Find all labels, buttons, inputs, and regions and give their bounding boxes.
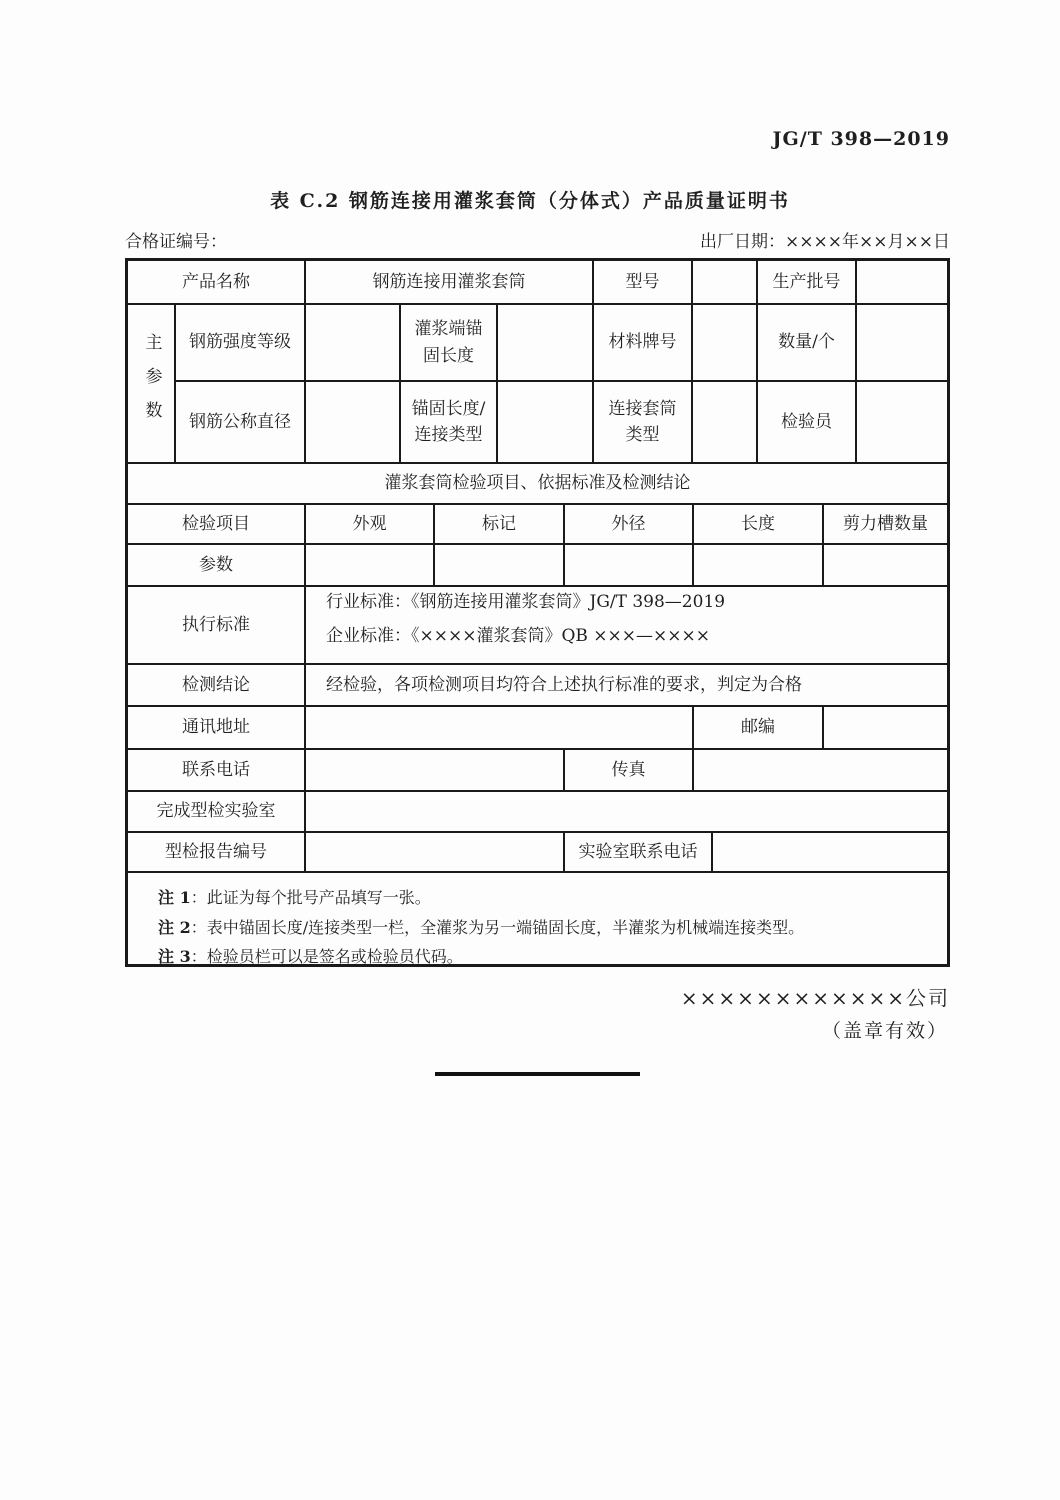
inspection-item-length: 长度: [694, 505, 824, 543]
note-3: 注 3：检验员栏可以是签名或检验员代码。: [158, 947, 463, 967]
row-address: [128, 707, 947, 750]
main-param-group-label: 主参数: [128, 305, 176, 462]
rebar-diameter-label: 钢筋公称直径: [176, 382, 306, 462]
row-rebar-strength: [176, 305, 947, 382]
row-inspection-params: [128, 545, 947, 587]
conclusion-label: 检测结论: [128, 665, 306, 705]
phone-label: 联系电话: [128, 750, 306, 790]
param-value-outer-diameter: [565, 545, 694, 585]
industry-standard-line: 行业标准：《钢筋连接用灌浆套筒》JG/T 398—2019: [326, 592, 726, 612]
lab-label: 完成型检实验室: [128, 792, 306, 831]
inspector-value: [857, 382, 947, 462]
main-param-rows: [176, 305, 947, 462]
conclusion-value: 经检验，各项检测项目均符合上述执行标准的要求，判定为合格: [326, 674, 802, 695]
rebar-strength-value: [306, 305, 401, 380]
note-2: 注 2：表中锚固长度/连接类型一栏，全灌浆为另一端锚固长度，半灌浆为机械端连接类型。: [158, 917, 805, 937]
quantity-label: 数量/个: [758, 305, 857, 380]
phone-value: [306, 750, 565, 790]
row-lab: [128, 792, 947, 833]
quantity-value: [857, 305, 947, 380]
row-conclusion: [128, 665, 947, 707]
document-end-rule: [435, 1072, 640, 1076]
zip-value: [824, 707, 947, 748]
row-inspection-items: [128, 505, 947, 545]
row-report: [128, 833, 947, 873]
section-header: 灌浆套筒检验项目、依据标准及检测结论: [384, 473, 691, 494]
material-grade-value: [693, 305, 758, 380]
anchor-length-type-label: 锚固长度/连接类型: [401, 382, 498, 462]
address-value: [306, 707, 694, 748]
row-phone: [128, 750, 947, 792]
row-standards: [128, 587, 947, 665]
lab-phone-label: 实验室联系电话: [565, 833, 713, 871]
product-name-value: 钢筋连接用灌浆套筒: [306, 261, 594, 303]
batch-label: 生产批号: [758, 261, 857, 303]
standards-content: [306, 587, 947, 663]
fax-value: [694, 750, 947, 790]
param-value-appearance: [306, 545, 435, 585]
main-parameters-block: [128, 305, 947, 464]
lab-value: [306, 792, 947, 831]
sleeve-type-label: 连接套筒类型: [594, 382, 693, 462]
row-notes: [128, 873, 947, 967]
inspection-items-label: 检验项目: [128, 505, 306, 543]
row-section-header: [128, 464, 947, 505]
factory-date-label: 出厂日期：××××年××月××日: [700, 232, 950, 252]
notes-cell: [128, 873, 947, 967]
batch-value: [857, 261, 947, 303]
lab-phone-value: [713, 833, 947, 871]
rebar-diameter-value: [306, 382, 401, 462]
rebar-strength-label: 钢筋强度等级: [176, 305, 306, 380]
seal-validity-note: （盖章有效）: [821, 1020, 948, 1042]
note-1: 注 1：此证为每个批号产品填写一张。: [158, 888, 431, 907]
model-label: 型号: [594, 261, 693, 303]
grout-end-anchor-label: 灌浆端锚固长度: [401, 305, 498, 380]
param-value-shear-groove-count: [824, 545, 947, 585]
row-product: [128, 261, 947, 305]
inspection-item-shear-groove-count: 剪力槽数量: [843, 513, 928, 534]
param-value-length: [694, 545, 824, 585]
report-number-value: [306, 833, 565, 871]
certificate-number-label: 合格证编号：: [125, 232, 227, 252]
inspection-item-marking: 标记: [435, 505, 565, 543]
zip-label: 邮编: [694, 707, 824, 748]
row-rebar-diameter: [176, 382, 947, 462]
quality-certificate-table: [125, 258, 950, 967]
standards-label: 执行标准: [128, 587, 306, 663]
fax-label: 传真: [565, 750, 694, 790]
table-title: 表 C.2 钢筋连接用灌浆套筒（分体式）产品质量证明书: [270, 190, 790, 212]
inspection-item-outer-diameter: 外径: [565, 505, 694, 543]
param-row-label: 参数: [128, 545, 306, 585]
meta-row: [125, 227, 950, 252]
inspector-label: 检验员: [758, 382, 857, 462]
anchor-length-type-value: [498, 382, 594, 462]
material-grade-label: 材料牌号: [594, 305, 693, 380]
sleeve-type-value: [693, 382, 758, 462]
standard-code: JG/T 398—2019: [772, 128, 950, 150]
report-number-label: 型检报告编号: [128, 833, 306, 871]
enterprise-standard-line: 企业标准：《××××灌浆套筒》QB ×××—××××: [326, 626, 711, 647]
param-value-marking: [435, 545, 565, 585]
inspection-item-appearance: 外观: [306, 505, 435, 543]
grout-end-anchor-value: [498, 305, 594, 380]
company-signature: ××××××××××××公司: [680, 986, 950, 1010]
address-label: 通讯地址: [128, 707, 306, 748]
model-value: [693, 261, 758, 303]
product-name-label: 产品名称: [128, 261, 306, 303]
